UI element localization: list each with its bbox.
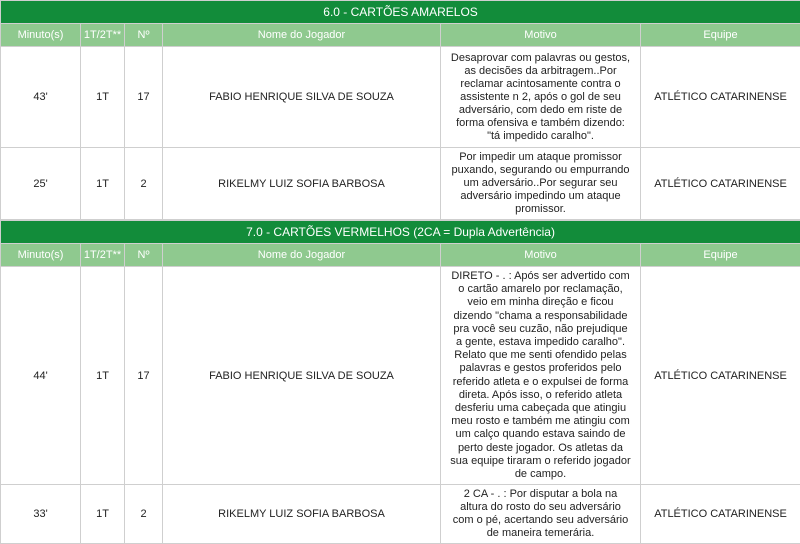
header-tempo: 1T/2T** — [81, 244, 125, 267]
header-motivo: Motivo — [441, 244, 641, 267]
tempo-cell: 1T — [81, 267, 125, 485]
table-row — [1, 267, 800, 485]
equipe-cell: ATLÉTICO CATARINENSE — [641, 485, 800, 544]
jogador-cell: RIKELMY LUIZ SOFIA BARBOSA — [163, 485, 441, 544]
numero-cell: 17 — [125, 47, 163, 148]
numero-cell: 2 — [125, 485, 163, 544]
equipe-cell: ATLÉTICO CATARINENSE — [641, 267, 800, 485]
jogador-cell: FABIO HENRIQUE SILVA DE SOUZA — [163, 267, 441, 485]
motivo-cell: 2 CA - . : Por disputar a bola na altura do rosto do seu adversário com o pé, acertando seu adversário de maneira temerária. — [441, 485, 641, 544]
header-jogador: Nome do Jogador — [163, 24, 441, 47]
numero-cell: 2 — [125, 148, 163, 220]
header-tempo: 1T/2T** — [81, 24, 125, 47]
table-row — [1, 485, 800, 544]
motivo-cell: DIRETO - . : Após ser advertido com o cartão amarelo por reclamação, veio em minha direção e ficou dizendo "chama a responsabilidade pra você seu cuzão, não prejudique a gente, estava impedido caralho". Relato que me senti ofendido pelas palavras e gestos proferidos pelo referido atleta e o expulsei de forma direta. Após isso, o referido atleta desferiu uma cabeçada que atingiu meu rosto e também me atingiu com um calço quando estava saindo de perto deste jogador. Os atletas da sua equipe tiraram o referido jogador de campo. — [441, 267, 641, 485]
minuto-cell: 33' — [1, 485, 81, 544]
header-equipe: Equipe — [641, 24, 800, 47]
header-numero: Nº — [125, 244, 163, 267]
tempo-cell: 1T — [81, 485, 125, 544]
minuto-cell: 25' — [1, 148, 81, 220]
header-motivo: Motivo — [441, 24, 641, 47]
table-row — [1, 47, 800, 148]
header-minuto: Minuto(s) — [1, 244, 81, 267]
numero-cell: 17 — [125, 267, 163, 485]
tempo-cell: 1T — [81, 148, 125, 220]
header-equipe: Equipe — [641, 244, 800, 267]
jogador-cell: FABIO HENRIQUE SILVA DE SOUZA — [163, 47, 441, 148]
tempo-cell: 1T — [81, 47, 125, 148]
table-row — [1, 148, 800, 220]
jogador-cell: RIKELMY LUIZ SOFIA BARBOSA — [163, 148, 441, 220]
yellow-cards-title: 6.0 - CARTÕES AMARELOS — [1, 1, 800, 24]
red-cards-table — [0, 220, 800, 544]
minuto-cell: 44' — [1, 267, 81, 485]
red-cards-title: 7.0 - CARTÕES VERMELHOS (2CA = Dupla Advertência) — [1, 221, 800, 244]
yellow-cards-table — [0, 0, 800, 220]
header-numero: Nº — [125, 24, 163, 47]
minuto-cell: 43' — [1, 47, 81, 148]
equipe-cell: ATLÉTICO CATARINENSE — [641, 148, 800, 220]
motivo-cell: Por impedir um ataque promissor puxando, segurando ou empurrando um adversário..Por segurar seu adversário impedindo um ataque promissor. — [441, 148, 641, 220]
equipe-cell: ATLÉTICO CATARINENSE — [641, 47, 800, 148]
header-minuto: Minuto(s) — [1, 24, 81, 47]
motivo-cell: Desaprovar com palavras ou gestos, as decisões da arbitragem..Por reclamar acintosamente contra o assistente n 2, após o gol de seu adversário, com dedo em riste de forma ofensiva e também dizendo: "tá impedido caralho". — [441, 47, 641, 148]
header-jogador: Nome do Jogador — [163, 244, 441, 267]
